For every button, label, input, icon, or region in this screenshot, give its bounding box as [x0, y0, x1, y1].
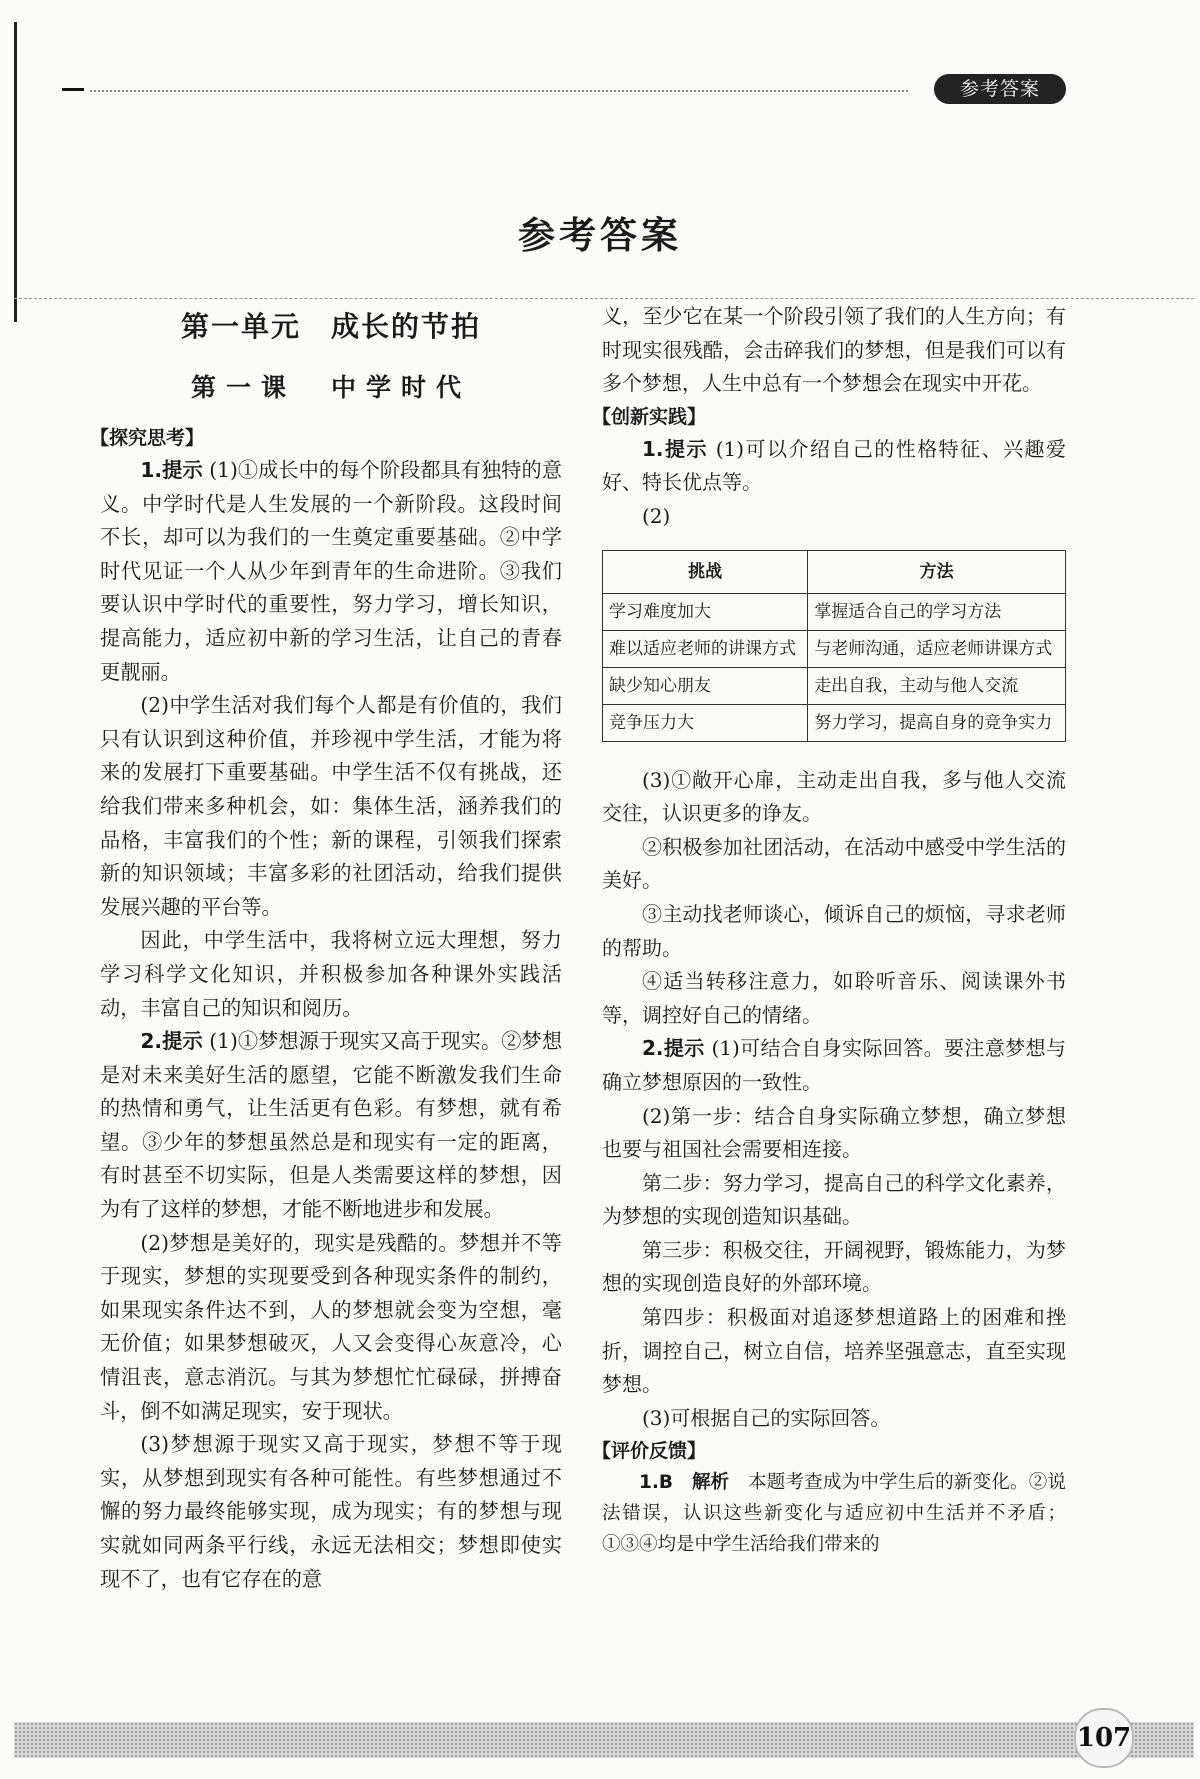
answer-paragraph [602, 1467, 1066, 1560]
answer-paragraph [602, 1032, 1066, 1099]
answer-paragraph-continued: 义，至少它在某一个阶段引领了我们的人生方向；有时现实很残酷，会击碎我们的梦想，但是我们可以有多个梦想，人生中总有一个梦想会在现实中开花。 [602, 304, 1066, 396]
answer-paragraph: 因此，中学生活中，我将树立远大理想，努力学习科学文化知识，并积极参加各种课外实践活动，丰富自己的知识和阅历。 [100, 928, 562, 1020]
table-header-cell: 方法 [808, 550, 1066, 593]
footer-band [14, 1722, 1194, 1758]
answer-paragraph: 第三步：积极交往，开阔视野，锻炼能力，为梦想的实现创造良好的外部环境。 [602, 1237, 1066, 1296]
answer-paragraph: (2)中学生活对我们每个人都是有价值的，我们只有认识到这种价值，并珍视中学生活，才能为将来的发展打下重要基础。中学生活不仅有挑战，还给我们带来多种机会，如：集体生活，涵养我们的品格，丰富我们的个性；新的课程，引领我们探索新的知识领域；丰富多彩的社团活动，给我们提供发展兴趣的平台等。 [100, 693, 562, 919]
answer-paragraph: ②积极参加社团活动，在活动中感受中学生活的美好。 [602, 834, 1066, 893]
table-cell: 竞争压力大 [603, 704, 808, 741]
table-header-row [603, 550, 1066, 593]
unit-title: 第一单元 成长的节拍 [180, 310, 481, 343]
header-badge: 参考答案 [934, 74, 1066, 104]
answer-paragraph: ③主动找老师谈心，倾诉自己的烦恼，寻求老师的帮助。 [602, 901, 1066, 960]
table-row [603, 593, 1066, 630]
answer-paragraph: (2) [642, 503, 671, 528]
hint-label: 2.提示 [642, 1036, 705, 1061]
binding-line [14, 22, 17, 322]
table-cell: 掌握适合自己的学习方法 [808, 593, 1066, 630]
answer-text: 本题考查成为中学生后的新变化。②说法错误，认识这些新变化与适应初中生活并不矛盾；①③④均是中学生活给我们带来的 [602, 1472, 1066, 1556]
left-column [90, 300, 563, 1596]
answer-paragraph: (3)梦想源于现实又高于现实，梦想不等于现实，从梦想到现实有各种可能性。有些梦想通过不懈的努力最终能够实现，成为现实；有的梦想与现实就如同两条平行线，永远无法相交；梦想即使实现不了，也有它存在的意 [100, 1432, 562, 1591]
challenge-method-table [602, 550, 1066, 742]
header-dash [62, 88, 84, 91]
table-cell: 难以适应老师的讲课方式 [603, 630, 808, 667]
table-cell: 学习难度加大 [603, 593, 808, 630]
answer-paragraph: 第二步：努力学习，提高自己的科学文化素养，为梦想的实现创造知识基础。 [602, 1170, 1066, 1229]
table-header-cell: 挑战 [603, 550, 808, 593]
page-number: 107 [1074, 1708, 1134, 1768]
answer-number: 1.B [639, 1472, 674, 1494]
answer-text: (1)可结合自身实际回答。要注意梦想与确立梦想原因的一致性。 [602, 1036, 1066, 1094]
answer-text: (1)①梦想源于现实又高于现实。②梦想是对未来美好生活的愿望，它能不断激发我们生命的热情和勇气，让生活更有色彩。有梦想，就有希望。③少年的梦想虽然总是和现实有一定的距离，有时甚至不切实际，但是人类需要这样的梦想，因为有了这样的梦想，才能不断地进步和发展。 [100, 1029, 563, 1222]
section-heading-feedback: 【评价反馈】 [592, 1440, 707, 1463]
page-title: 参考答案 [518, 213, 682, 257]
hint-label: 1.提示 [140, 458, 203, 482]
answer-paragraph: (3)可根据自己的实际回答。 [642, 1405, 891, 1430]
header-dotted-rule [90, 90, 908, 92]
feedback-block [602, 1467, 1066, 1560]
table-cell: 努力学习，提高自身的竞争实力 [808, 704, 1066, 741]
hint-label: 2.提示 [140, 1029, 203, 1054]
right-column [592, 300, 1066, 1560]
lesson-title: 第一课 中学时代 [190, 373, 471, 402]
hint-label: 1.提示 [642, 436, 708, 461]
table-row [603, 704, 1066, 741]
table-row [603, 667, 1066, 704]
table-cell: 缺少知心朋友 [603, 667, 808, 704]
section-heading-practice: 【创新实践】 [592, 405, 707, 428]
analysis-label: 解析 [691, 1472, 730, 1494]
title-divider [14, 298, 1194, 299]
answer-paragraph: (2)梦想是美好的，现实是残酷的。梦想并不等于现实，梦想的实现要受到各种现实条件的制约，如果现实条件达不到，人的梦想就会变为空想，毫无价值；如果梦想破灭，人又会变得心灰意冷，心情沮丧，意志消沉。与其为梦想忙忙碌碌，拼搏奋斗，倒不如满足现实，安于现状。 [100, 1230, 562, 1423]
answer-paragraph: 第四步：积极面对追逐梦想道路上的困难和挫折，调控自己，树立自信，培养坚强意志，直至实现梦想。 [602, 1305, 1066, 1397]
section-heading-explore: 【探究思考】 [90, 427, 205, 449]
answer-text: (1)①成长中的每个阶段都具有独特的意义。中学时代是人生发展的一个新阶段。这段时间不长，却可以为我们的一生奠定重要基础。②中学时代见证一个人从少年到青年的生命进阶。③我们要认识中学时代的重要性，努力学习，增长知识，提高能力，适应初中新的学习生活，让自己的青春更靓丽。 [100, 458, 563, 684]
answer-text: (1)可以介绍自己的性格特征、兴趣爱好、特长优点等。 [602, 436, 1066, 495]
answer-paragraph [100, 1025, 562, 1227]
answer-paragraph: ④适当转移注意力，如聆听音乐、阅读课外书等，调控好自己的情绪。 [602, 969, 1066, 1027]
answer-paragraph: (2)第一步：结合自身实际确立梦想，确立梦想也要与祖国社会需要相连接。 [602, 1103, 1066, 1162]
table-row [603, 630, 1066, 667]
answer-paragraph: (3)①敞开心扉，主动走出自我，多与他人交流交往，认识更多的诤友。 [602, 767, 1066, 826]
table-cell: 走出自我，主动与他人交流 [808, 667, 1066, 704]
table-cell: 与老师沟通，适应老师讲课方式 [808, 630, 1066, 667]
answer-paragraph [602, 433, 1066, 500]
answer-paragraph [100, 454, 562, 689]
